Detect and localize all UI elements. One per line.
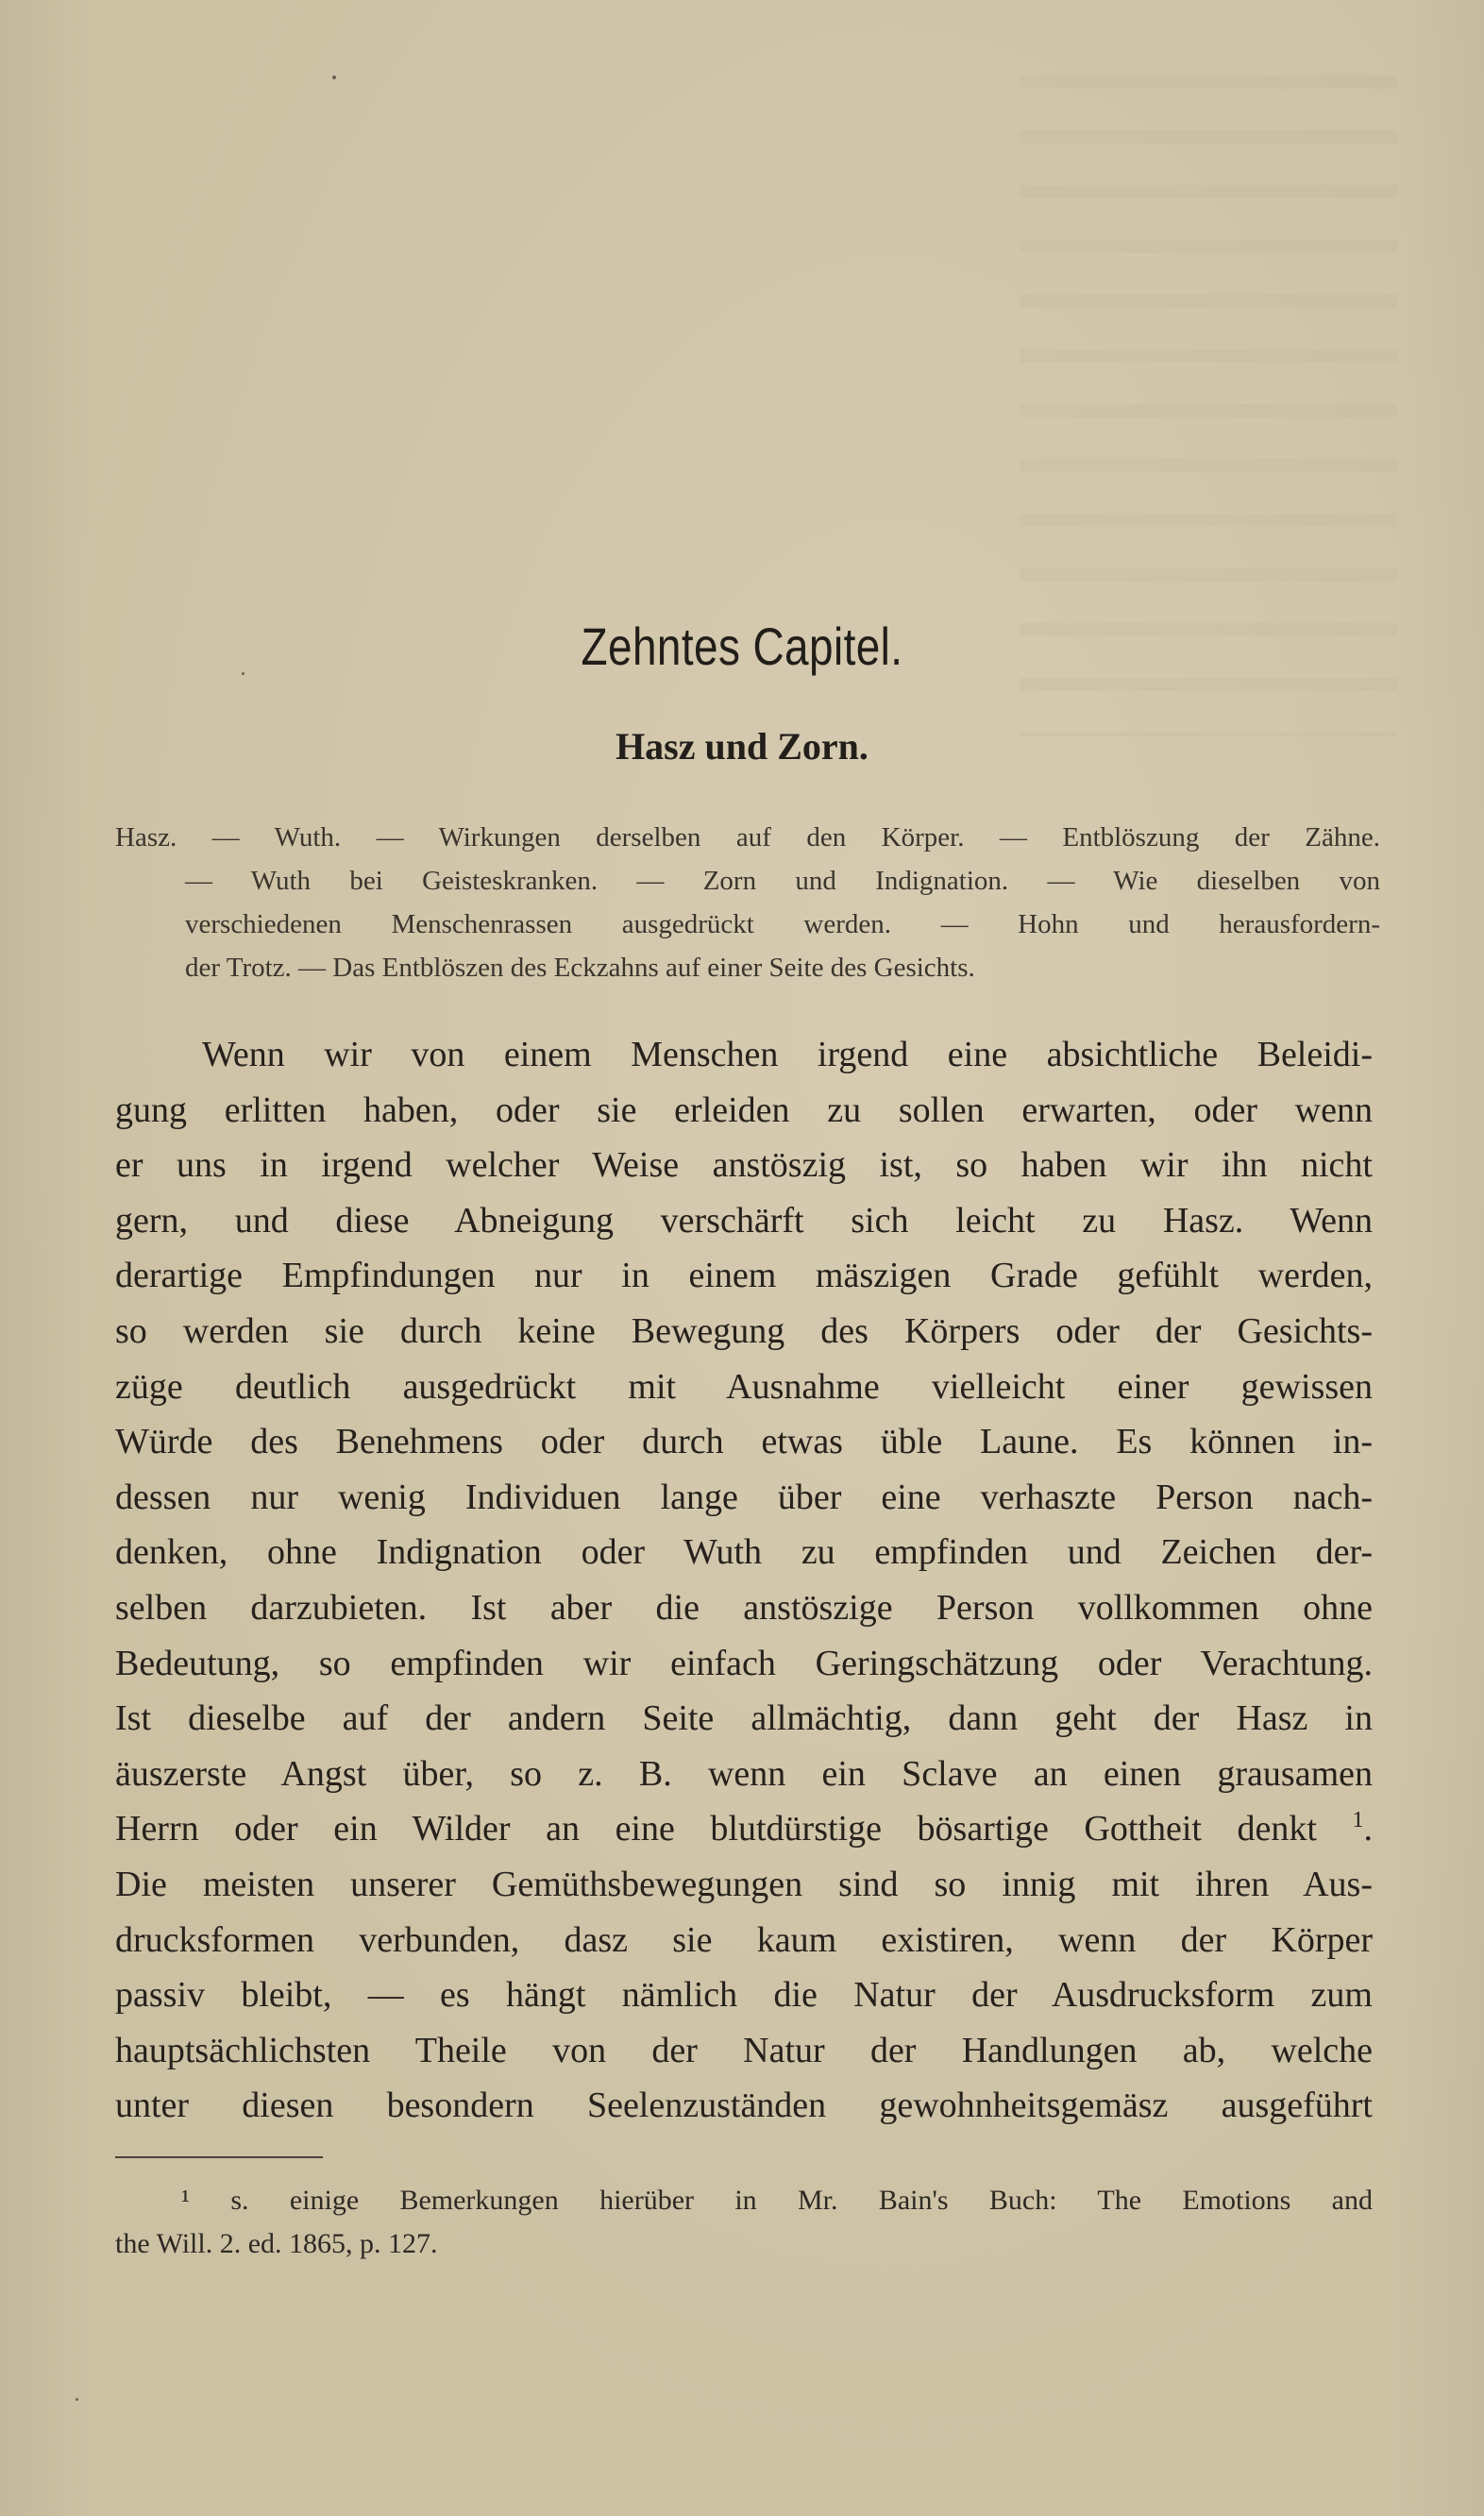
- body-line-text: Herrn oder ein Wilder an eine blutdürstige bösartige Gottheit denkt: [115, 1809, 1317, 1849]
- body-line: Wenn wir von einem Menschen irgend eine absichtliche Beleidi-: [202, 1035, 1373, 1074]
- body-line: Ist dieselbe auf der andern Seite allmächtig, dann geht der Hasz in: [115, 1698, 1373, 1739]
- footnote-separator: [115, 2156, 323, 2158]
- chapter-summary: [115, 816, 1380, 989]
- body-line: dessen nur wenig Individuen lange über eine verhaszte Person nach-: [115, 1477, 1373, 1517]
- chapter-subtitle: Hasz und Zorn.: [616, 725, 868, 768]
- summary-line: Hasz. — Wuth. — Wirkungen derselben auf den Körper. — Entblöszung der Zähne.: [115, 822, 1380, 853]
- body-line: Bedeutung, so empfinden wir einfach Geringschätzung oder Verachtung.: [115, 1643, 1373, 1683]
- body-line: so werden sie durch keine Bewegung des Körpers oder der Gesichts-: [115, 1310, 1373, 1351]
- body-line: denken, ohne Indignation oder Wuth zu empfinden und Zeichen der-: [115, 1532, 1373, 1573]
- chapter-title: Zehntes Capitel.: [581, 616, 903, 676]
- footnote-reference[interactable]: 1: [1352, 1808, 1364, 1833]
- body-line: drucksformen verbunden, dasz sie kaum existiren, wenn der Körper: [115, 1919, 1373, 1960]
- body-line: er uns in irgend welcher Weise anstöszig ist, so haben wir ihn nicht: [115, 1145, 1373, 1186]
- body-line: hauptsächlichsten Theile von der Natur der Handlungen ab, welche: [115, 2030, 1373, 2070]
- body-line: passiv bleibt, — es hängt nämlich die Natur der Ausdrucksform zum: [115, 1975, 1373, 2016]
- footnote-line: ¹ s. einige Bemerkungen hierüber in Mr. Bain's Buch: The Emotions and: [181, 2185, 1373, 2216]
- footnote-line: the Will. 2. ed. 1865, p. 127.: [115, 2228, 438, 2259]
- summary-line: — Wuth bei Geisteskranken. — Zorn und Indignation. — Wie dieselben von: [185, 866, 1380, 896]
- body-text: [115, 1027, 1373, 2134]
- paper-speck: [332, 76, 336, 79]
- body-line: äuszerste Angst über, so z. B. wenn ein Sclave an einen grausamen: [115, 1753, 1373, 1794]
- body-line: züge deutlich ausgedrückt mit Ausnahme vielleicht einer gewissen: [115, 1366, 1373, 1407]
- body-line: Die meisten unserer Gemüthsbewegungen sind so innig mit ihren Aus-: [115, 1864, 1373, 1904]
- footnote-reference-period: .: [1363, 1809, 1374, 1849]
- body-line-with-footnote: [115, 1801, 1373, 1857]
- body-line: Würde des Benehmens oder durch etwas üble Laune. Es können in-: [115, 1422, 1373, 1462]
- summary-line: der Trotz. — Das Entblöszen des Eckzahns auf einer Seite des Gesichts.: [185, 953, 975, 983]
- footnote: [115, 2179, 1373, 2266]
- body-line: unter diesen besondern Seelenzuständen gewohnheitsgemäsz ausgeführt: [115, 2085, 1373, 2126]
- summary-line: verschiedenen Menschenrassen ausgedrückt werden. — Hohn und herausfordern-: [185, 909, 1380, 939]
- body-line: gern, und diese Abneigung verschärft sich leicht zu Hasz. Wenn: [115, 1200, 1373, 1241]
- body-line: selben darzubieten. Ist aber die anstöszige Person vollkommen ohne: [115, 1587, 1373, 1628]
- paper-speck: [76, 2398, 78, 2401]
- body-line: gung erlitten haben, oder sie erleiden zu sollen erwarten, oder wenn: [115, 1089, 1373, 1130]
- body-line: derartige Empfindungen nur in einem mäszigen Grade gefühlt werden,: [115, 1256, 1373, 1296]
